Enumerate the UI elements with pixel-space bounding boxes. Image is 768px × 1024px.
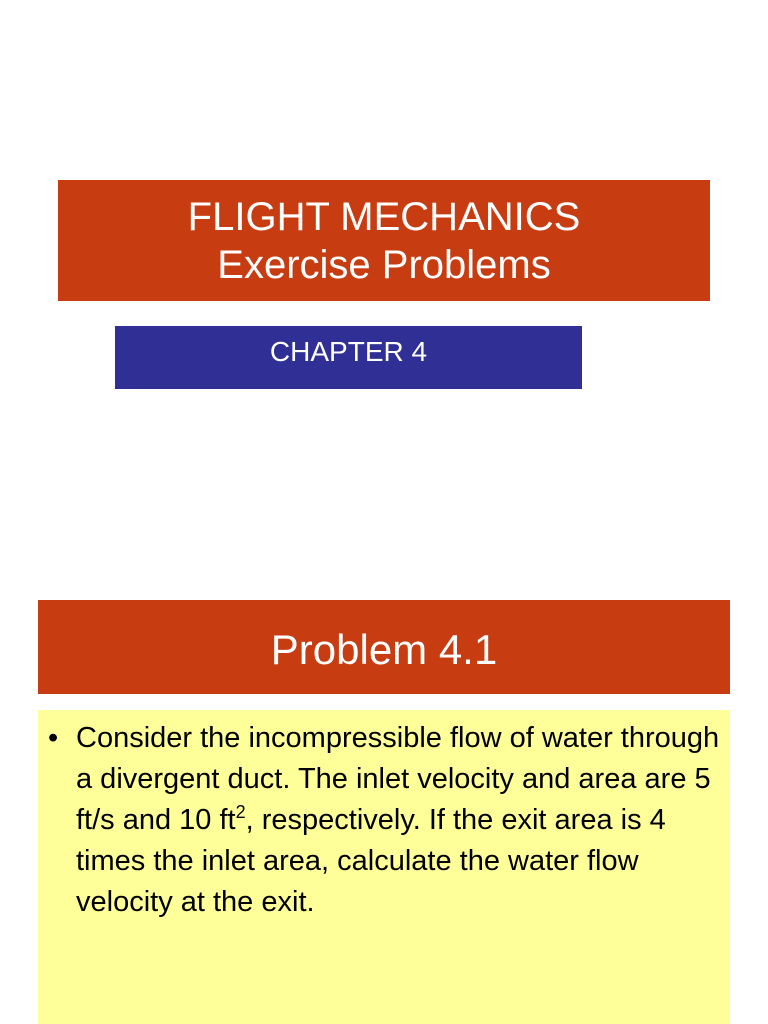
problem-statement — [76, 718, 722, 923]
problem-bullet-item — [48, 718, 722, 923]
problem-heading-banner — [38, 600, 730, 694]
title-line-1: FLIGHT MECHANICS — [187, 194, 581, 239]
problem-text-part-1: Consider the incompressible flow of water through a divergent duct. The inlet velocity and area are 5 ft/s and 10 ft — [76, 722, 720, 836]
problem-text-part-2: , respectively. If the exit area is 4 times the inlet area, calculate the water flow velocity at the exit. — [76, 804, 666, 918]
superscript-exponent: 2 — [235, 802, 246, 822]
bullet-marker: • — [48, 722, 59, 754]
problem-heading: Problem 4.1 — [270, 626, 498, 673]
title-banner — [58, 180, 710, 301]
chapter-banner — [115, 326, 582, 389]
problem-body — [38, 710, 730, 1024]
title-line-2: Exercise Problems — [217, 242, 551, 287]
chapter-label: CHAPTER 4 — [269, 336, 428, 367]
